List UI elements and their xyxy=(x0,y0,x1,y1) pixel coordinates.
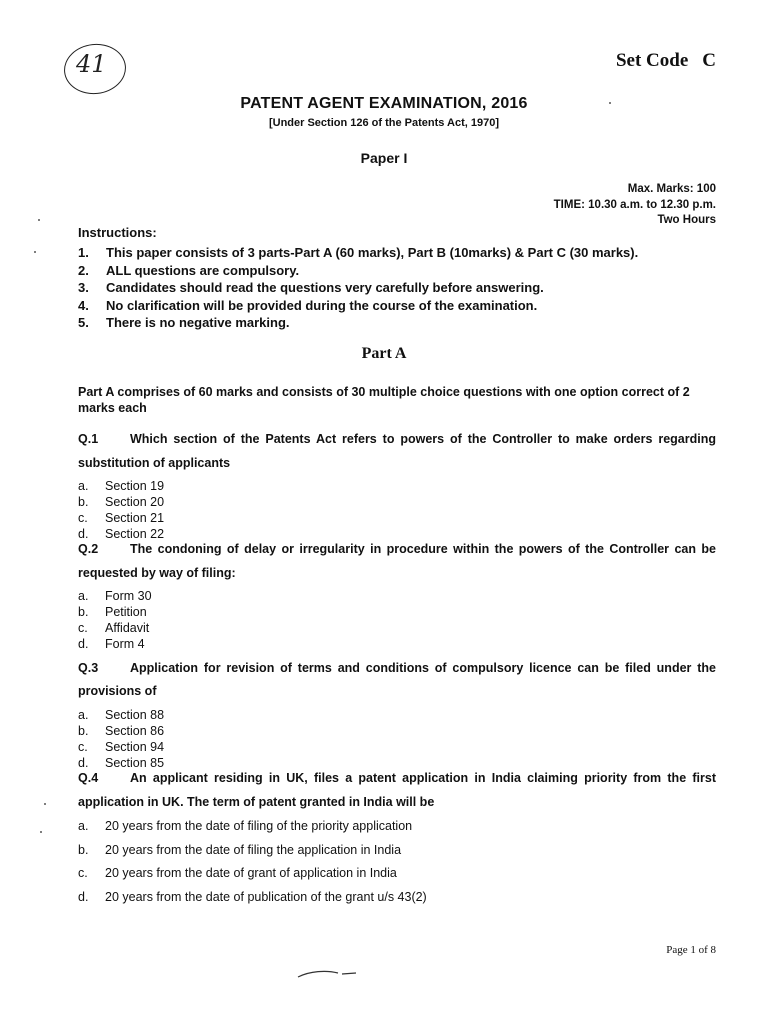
scan-speck xyxy=(34,251,36,253)
question-1-continued: substitution of applicants xyxy=(78,456,231,470)
instruction-item: 2. ALL questions are compulsory. xyxy=(78,262,300,278)
option: c. Affidavit xyxy=(78,621,150,635)
instruction-item: 4. No clarification will be provided during the course of the examination. xyxy=(78,297,538,313)
exam-duration: Two Hours xyxy=(657,214,716,226)
question-2-continued: requested by way of filing: xyxy=(78,566,236,580)
option: a. Section 19 xyxy=(78,479,165,493)
option: d. 20 years from the date of publication of the grant u/s 43(2) xyxy=(78,889,427,904)
question-1: Q.1 Which section of the Patents Act refers to powers of the Controller to make orders regarding xyxy=(78,432,716,446)
exam-meta xyxy=(554,182,716,229)
option: a. 20 years from the date of filing of the priority application xyxy=(78,819,413,833)
option: b. Section 86 xyxy=(78,724,165,738)
option: b. Section 20 xyxy=(78,495,165,509)
instruction-item: 5. There is no negative marking. xyxy=(78,315,290,330)
question-3-continued: provisions of xyxy=(78,684,157,698)
instructions-list xyxy=(78,244,638,332)
exam-time: TIME: 10.30 a.m. to 12.30 p.m. xyxy=(553,198,716,211)
option: a. Form 30 xyxy=(78,589,152,603)
option: b. 20 years from the date of filing the application in India xyxy=(78,842,402,857)
signature-scribble-icon xyxy=(296,966,360,982)
set-code-label: Set Code xyxy=(615,50,689,71)
exam-title: PATENT AGENT EXAMINATION, 2016 xyxy=(240,95,528,112)
option: c. 20 years from the date of grant of application in India xyxy=(78,866,397,880)
max-marks: Max. Marks: 100 xyxy=(627,183,716,195)
question-2: Q.2 The condoning of delay or irregularity in procedure within the powers of the Controller can be xyxy=(78,542,716,556)
question-2-options xyxy=(78,588,152,652)
part-a-description: Part A comprises of 60 marks and consists of 30 multiple choice questions with one option correct of 2 marks each xyxy=(78,385,690,415)
instruction-item: 3. Candidates should read the questions very carefully before answering. xyxy=(78,280,544,295)
question-4: Q.4 An applicant residing in UK, files a patent application in India claiming priority from the first xyxy=(78,771,716,785)
paper-title: Paper I xyxy=(360,150,408,166)
question-3-options xyxy=(78,707,164,771)
question-4-continued: application in UK. The term of patent granted in India will be xyxy=(78,795,435,809)
part-a-heading: Part A xyxy=(361,345,407,362)
scan-speck xyxy=(609,102,611,104)
set-code-value: C xyxy=(702,50,716,71)
exam-subtitle: [Under Section 126 of the Patents Act, 1970] xyxy=(268,117,500,129)
handwritten-number: 41 xyxy=(76,50,107,78)
instruction-item: 1. This paper consists of 3 parts-Part A (60 marks), Part B (10marks) & Part C (30 marks). xyxy=(78,245,639,260)
question-1-options xyxy=(78,478,164,542)
option: d. Section 85 xyxy=(78,756,165,770)
scan-speck xyxy=(40,831,42,833)
option: d. Section 22 xyxy=(78,527,165,541)
page-number: Page 1 of 8 xyxy=(666,944,716,956)
option: c. Section 21 xyxy=(78,511,165,525)
set-code xyxy=(616,50,716,72)
option: d. Form 4 xyxy=(78,637,145,651)
option: c. Section 94 xyxy=(78,740,165,754)
question-3: Q.3 Application for revision of terms and conditions of compulsory licence can be filed under the xyxy=(78,661,716,675)
scan-speck xyxy=(44,803,46,805)
scan-speck xyxy=(38,219,40,221)
instructions-heading: Instructions: xyxy=(78,225,157,240)
question-4-options xyxy=(78,815,427,909)
option: b. Petition xyxy=(78,605,147,619)
option: a. Section 88 xyxy=(78,708,165,722)
